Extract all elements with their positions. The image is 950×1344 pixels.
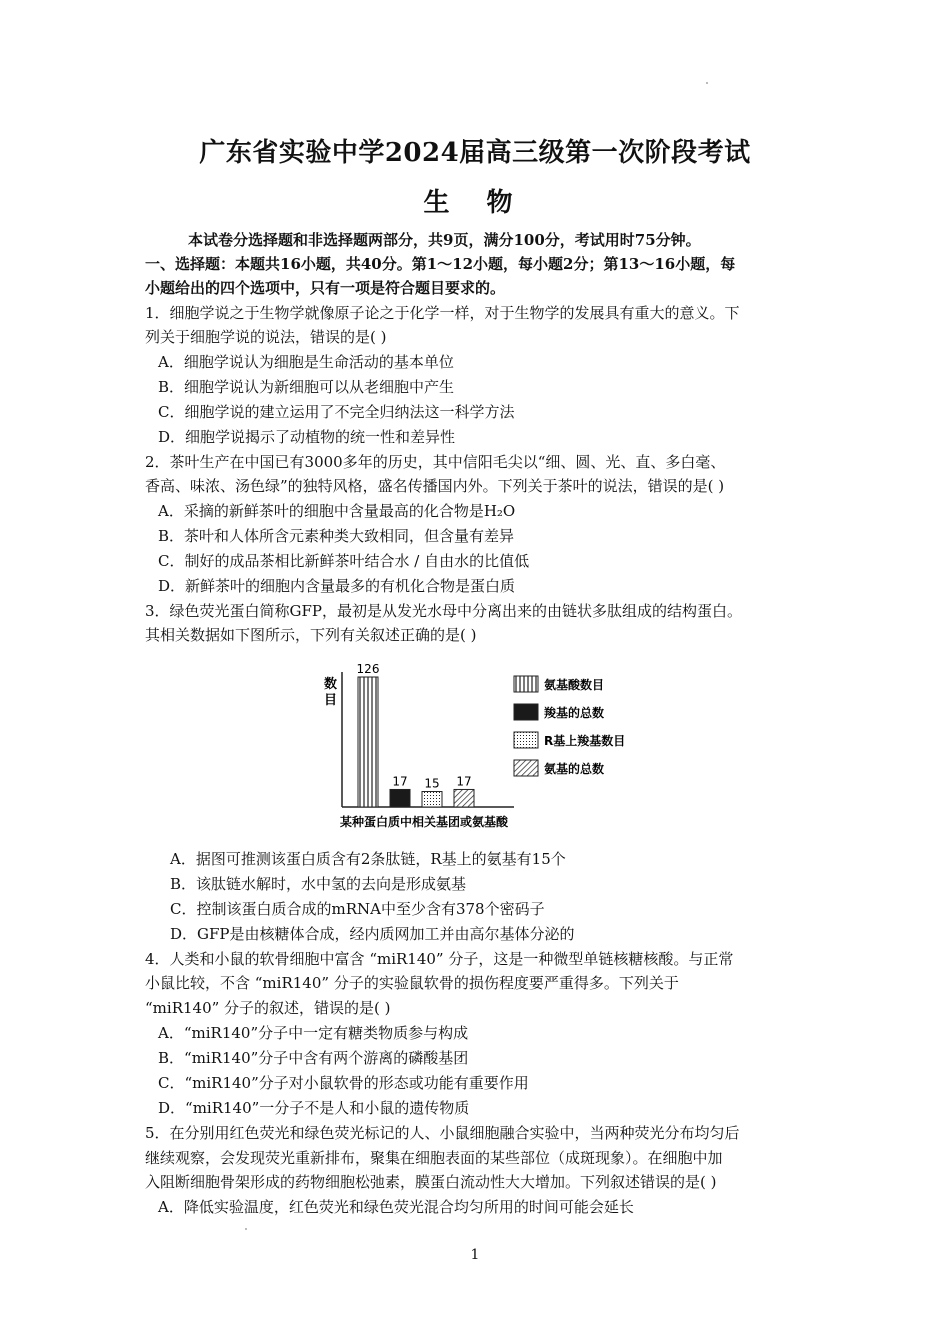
q1-option-d: D．细胞学说揭示了动植物的统一性和差异性 [158,428,456,446]
page-number: 1 [470,1247,480,1263]
q5-stem-line2: 继续观察，会发现荧光重新排布，聚集在细胞表面的某些部位（成斑现象）。在细胞中加 [145,1149,723,1167]
subject-title: 生 物 [423,188,527,218]
scan-speck [245,1228,247,1230]
bar-value-label-3: 15 [424,776,440,791]
q3-option-a: A．据图可推测该蛋白质含有2条肽链，R基上的氨基有15个 [170,850,566,868]
q5-stem-line3: 入阻断细胞骨架形成的药物细胞松弛素，膜蛋白流动性大大增加。下列叙述错误的是( ) [145,1173,717,1191]
q4-stem-line2: 小鼠比较，不含 “miR140” 分子的实验鼠软骨的损伤程度要严重得多。下列关于 [145,974,679,992]
section-header-line1: 一、选择题：本题共16小题，共40分。第1～12小题，每小题2分；第13～16小题，每 [145,255,736,273]
legend-label-4: 氨基的总数 [544,762,605,776]
legend-swatch-2 [514,704,538,720]
legend-swatch-4 [514,760,538,776]
q4-stem-line3: “miR140” 分子的叙述，错误的是( ) [145,999,391,1017]
legend-swatch-3 [514,732,538,748]
q2-stem-line1: 2．茶叶生产在中国已有3000多年的历史，其中信阳毛尖以“细、圆、光、直、多白毫、 [145,453,726,471]
q1-option-b: B．细胞学说认为新细胞可以从老细胞中产生 [158,378,455,396]
y-axis-label-1: 数 [324,677,338,692]
gfp-bar-chart [318,662,638,832]
bar-3 [422,792,442,807]
x-axis-label: 某种蛋白质中相关基团或氨基酸 [340,815,509,829]
q2-option-b: B．茶叶和人体所含元素种类大致相同，但含量有差异 [158,527,515,545]
q3-option-d: D．GFP是由核糖体合成，经内质网加工并由高尔基体分泌的 [170,925,575,943]
q3-option-c: C．控制该蛋白质合成的mRNA中至少含有378个密码子 [170,900,545,918]
q4-option-d: D．“miR140”一分子不是人和小鼠的遗传物质 [158,1099,470,1117]
q4-option-b: B．“miR140”分子中含有两个游离的磷酸基团 [158,1049,469,1067]
bar-value-label-2: 17 [392,774,408,789]
bar-2 [390,789,410,807]
q2-option-a: A．采摘的新鲜茶叶的细胞中含量最高的化合物是H₂O [158,502,516,520]
q5-option-a: A．降低实验温度，红色荧光和绿色荧光混合均匀所用的时间可能会延长 [158,1198,634,1216]
q3-option-b: B．该肽链水解时，水中氢的去向是形成氨基 [170,875,467,893]
legend-label-2: 羧基的总数 [544,706,605,720]
scan-speck [706,82,708,84]
y-axis-label-2: 目 [324,693,338,708]
bar-value-label-4: 17 [456,774,472,789]
q5-stem-line1: 5．在分别用红色荧光和绿色荧光标记的人、小鼠细胞融合实验中，当两种荧光分布均匀后 [145,1124,740,1142]
legend-swatch-1 [514,676,538,692]
exam-title: 广东省实验中学2024届高三级第一次阶段考试 [199,138,751,168]
legend-label-3: R基上羧基数目 [544,734,626,748]
section-header-line2: 小题给出的四个选项中，只有一项是符合题目要求的。 [145,279,506,297]
bar-4 [454,789,474,807]
q2-option-c: C．制好的成品茶相比新鲜茶叶结合水 / 自由水的比值低 [158,552,530,570]
q3-stem-line1: 3．绿色荧光蛋白简称GFP，最初是从发光水母中分离出来的由链状多肽组成的结构蛋白。 [145,602,743,620]
q2-option-d: D．新鲜茶叶的细胞内含量最多的有机化合物是蛋白质 [158,577,516,595]
q4-option-a: A．“miR140”分子中一定有糖类物质参与构成 [158,1024,469,1042]
bar-1 [358,677,378,807]
q4-stem-line1: 4．人类和小鼠的软骨细胞中富含 “miR140” 分子，这是一种微型单链核糖核酸。与正常 [145,950,734,968]
q1-option-a: A．细胞学说认为细胞是生命活动的基本单位 [158,353,454,371]
q1-stem-line2: 列关于细胞学说的说法，错误的是( ) [145,328,387,346]
exam-intro: 本试卷分选择题和非选择题两部分，共9页，满分100分，考试用时75分钟。 [188,231,701,249]
legend-label-1: 氨基酸数目 [544,678,605,692]
bar-value-label-1: 126 [356,662,380,676]
q1-option-c: C．细胞学说的建立运用了不完全归纳法这一科学方法 [158,403,515,421]
q3-stem-line2: 其相关数据如下图所示，下列有关叙述正确的是( ) [145,626,477,644]
q4-option-c: C．“miR140”分子对小鼠软骨的形态或功能有重要作用 [158,1074,529,1092]
q2-stem-line2: 香高、味浓、汤色绿”的独特风格，盛名传播国内外。下列关于茶叶的说法，错误的是( ) [145,477,725,495]
q1-stem-line1: 1．细胞学说之于生物学就像原子论之于化学一样，对于生物学的发展具有重大的意义。下 [145,304,740,322]
